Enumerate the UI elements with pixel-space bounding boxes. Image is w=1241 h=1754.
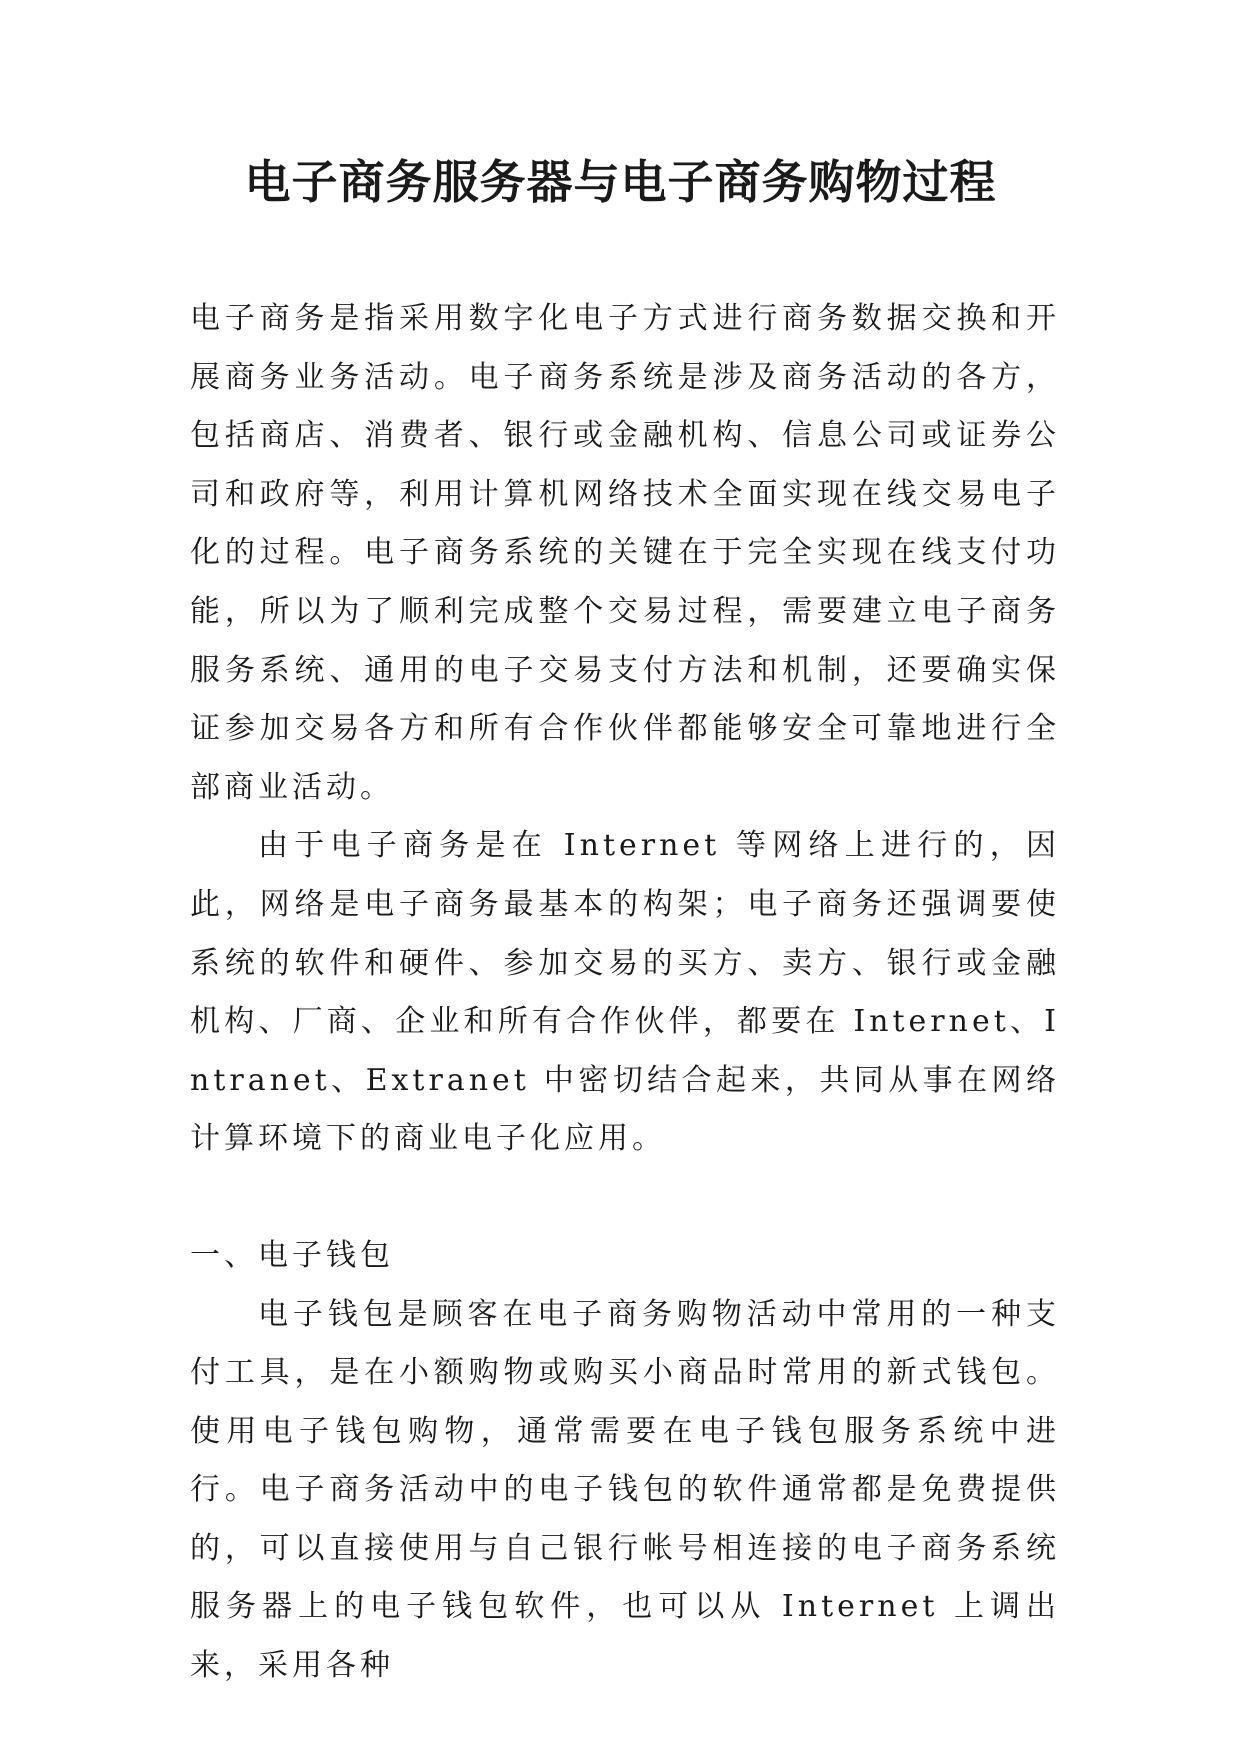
paragraph-network: 由于电子商务是在 Internet 等网络上进行的，因此，网络是电子商务最基本的构架；电子商务还强调要使系统的软件和硬件、参加交易的买方、卖方、银行或金融机构、厂商、企业和所有合作伙伴，都要在 Internet、Intranet、Extranet 中密切结合起来，共同从事在网络计算环境下的商业电子化应用。 (190, 828, 1060, 1157)
section-spacer (190, 1169, 1060, 1227)
paragraph-intro: 电子商务是指采用数字化电子方式进行商务数据交换和开展商务业务活动。电子商务系统是涉及商务活动的各方，包括商店、消费者、银行或金融机构、信息公司或证券公司和政府等，利用计算机网络技术全面实现在线交易电子化的过程。电子商务系统的关键在于完全实现在线支付功能，所以为了顺利完成整个交易过程，需要建立电子商务服务系统、通用的电子交易支付方法和机制，还要确实保证参加交易各方和所有合作伙伴都能够安全可靠地进行全部商业活动。 (190, 301, 1060, 805)
section-heading: 一、电子钱包 (190, 1237, 394, 1273)
document-title: 电子商务服务器与电子商务购物过程 (244, 155, 997, 209)
paragraph-e-wallet: 电子钱包是顾客在电子商务购物活动中常用的一种支付工具，是在小额购物或购买小商品时常用的新式钱包。使用电子钱包购物，通常需要在电子钱包服务系统中进行。电子商务活动中的电子钱包的软件通常都是免费提供的，可以直接使用与自己银行帐号相连接的电子商务系统服务器上的电子钱包软件，也可以从 Internet 上调出来，采用各种 (190, 1296, 1060, 1684)
document-body (190, 290, 1060, 1696)
